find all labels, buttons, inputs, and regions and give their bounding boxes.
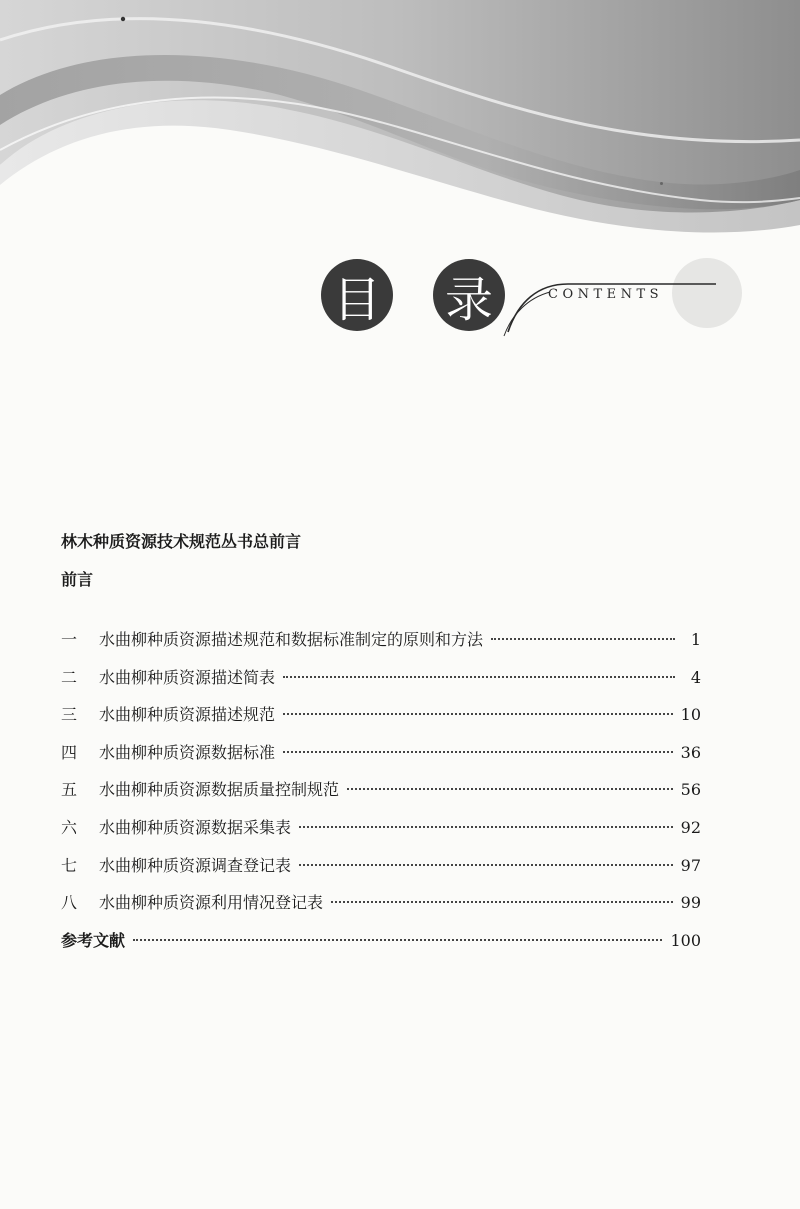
toc-entry-title: 水曲柳种质资源数据采集表: [99, 817, 292, 837]
toc-entry[interactable]: [61, 704, 701, 742]
toc-entry-title: 水曲柳种质资源描述规范: [99, 705, 276, 725]
toc-entry-page: 36: [680, 742, 701, 762]
toc-entry-number: 八: [61, 893, 78, 913]
toc-dot-leader: [133, 939, 662, 941]
toc-entry-number: 一: [61, 630, 78, 649]
toc-entry[interactable]: [61, 855, 701, 893]
toc-dot-leader: [347, 788, 673, 790]
title-char-2: 录: [433, 259, 505, 331]
toc-entry-title: 水曲柳种质资源描述规范和数据标准制定的原则和方法: [99, 630, 484, 649]
toc-dot-leader: [283, 676, 675, 678]
toc-heading-series-preface[interactable]: 林木种质资源技术规范丛书总前言: [61, 532, 302, 551]
toc-entry-title: 水曲柳种质资源描述简表: [99, 667, 276, 687]
toc-entry-number: 六: [61, 817, 78, 837]
toc-dot-leader: [299, 864, 673, 866]
paper-speck: [660, 182, 663, 185]
toc-entry-page: 10: [680, 705, 701, 725]
toc-entry[interactable]: [61, 892, 701, 930]
toc-entry[interactable]: [61, 629, 701, 667]
toc-entry-title: 水曲柳种质资源调查登记表: [99, 855, 292, 875]
toc-dot-leader: [491, 638, 675, 640]
toc-entry-page: 1: [690, 630, 701, 649]
toc-entry-number: 五: [61, 780, 78, 800]
toc-entry-title: 水曲柳种质资源数据标准: [99, 742, 276, 762]
toc-entry-page: 56: [680, 780, 701, 800]
toc-entry-title: 水曲柳种质资源数据质量控制规范: [99, 780, 340, 800]
toc-entry-number: 二: [61, 667, 78, 687]
header-wave-decoration: [0, 0, 800, 240]
toc-entry-number: 四: [61, 742, 78, 762]
toc-entry-page: 97: [680, 855, 701, 875]
toc-dot-leader: [283, 751, 673, 753]
contents-swoosh-decoration: [498, 262, 718, 342]
table-of-contents: [61, 531, 701, 967]
toc-entry-page: 99: [680, 893, 701, 913]
toc-entry-title: 水曲柳种质资源利用情况登记表: [99, 893, 324, 913]
title-char-1: 目: [321, 259, 393, 331]
contents-subtitle: CONTENTS: [548, 287, 664, 302]
toc-dot-leader: [283, 713, 673, 715]
toc-entry[interactable]: [61, 779, 701, 817]
toc-dot-leader: [331, 901, 673, 903]
toc-entry-references[interactable]: [61, 930, 701, 968]
toc-dot-leader: [299, 826, 673, 828]
toc-entry[interactable]: [61, 817, 701, 855]
toc-entry[interactable]: [61, 742, 701, 780]
toc-references-page: 100: [670, 930, 701, 950]
toc-entry-number: 三: [61, 705, 78, 725]
toc-entry-number: 七: [61, 855, 78, 875]
toc-entry-page: 4: [690, 667, 701, 687]
toc-entry-page: 92: [680, 817, 701, 837]
toc-references-title: 参考文献: [61, 930, 126, 950]
toc-heading-preface[interactable]: 前言: [61, 570, 94, 589]
toc-entry[interactable]: [61, 667, 701, 705]
